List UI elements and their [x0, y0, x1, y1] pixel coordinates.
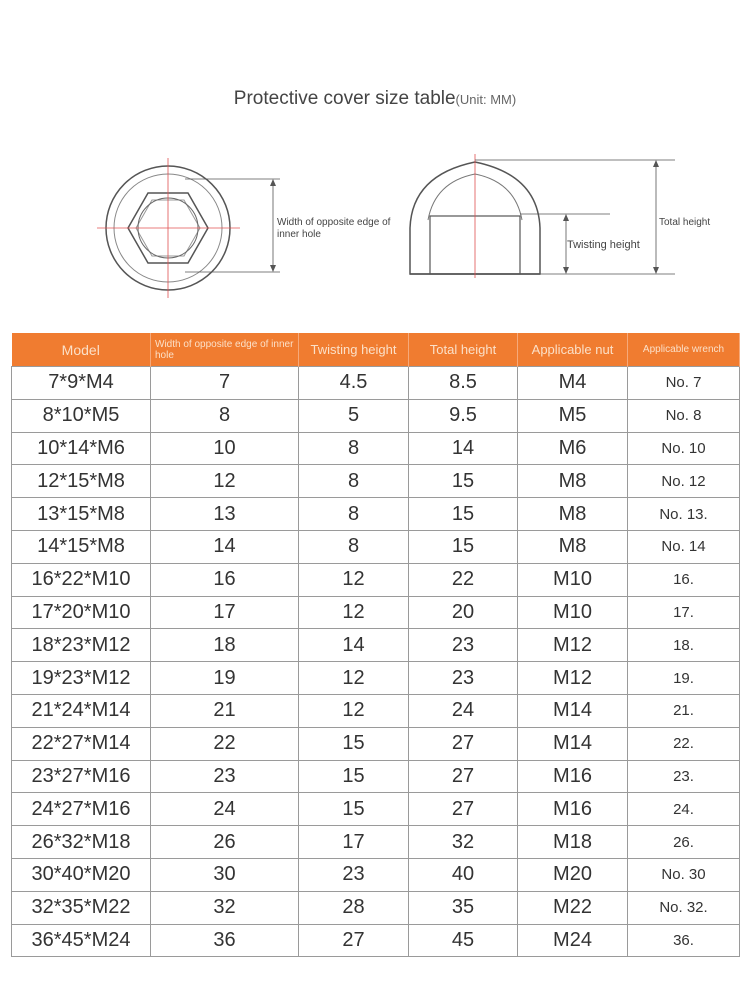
header-wrench: Applicable wrench: [628, 333, 740, 367]
cell-twisting: 8: [299, 465, 409, 498]
table-row: [12, 891, 740, 924]
cell-total: 27: [409, 793, 518, 826]
title-main: Protective cover size table: [233, 88, 456, 109]
cell-wrench: No. 32.: [628, 891, 740, 924]
cell-wrench: 23.: [628, 760, 740, 793]
cell-twisting: 15: [299, 760, 409, 793]
cell-width: 26: [151, 826, 299, 859]
cell-twisting: 28: [299, 891, 409, 924]
cell-nut: M22: [518, 891, 628, 924]
cell-width: 30: [151, 858, 299, 891]
cell-model: 8*10*M5: [12, 399, 151, 432]
cell-wrench: 16.: [628, 563, 740, 596]
table-row: [12, 563, 740, 596]
cell-twisting: 23: [299, 858, 409, 891]
cell-nut: M5: [518, 399, 628, 432]
cell-model: 7*9*M4: [12, 367, 151, 400]
cell-wrench: 19.: [628, 662, 740, 695]
cell-model: 32*35*M22: [12, 891, 151, 924]
cell-wrench: No. 12: [628, 465, 740, 498]
table-row: [12, 432, 740, 465]
cell-width: 14: [151, 530, 299, 563]
cell-model: 13*15*M8: [12, 498, 151, 531]
cell-nut: M18: [518, 826, 628, 859]
cell-total: 24: [409, 694, 518, 727]
cell-model: 18*23*M12: [12, 629, 151, 662]
table-row: [12, 826, 740, 859]
cell-wrench: 26.: [628, 826, 740, 859]
cell-wrench: No. 7: [628, 367, 740, 400]
header-nut: Applicable nut: [518, 333, 628, 367]
cell-wrench: No. 14: [628, 530, 740, 563]
cell-width: 10: [151, 432, 299, 465]
cell-width: 19: [151, 662, 299, 695]
header-width: Width of opposite edge of inner hole: [151, 333, 299, 367]
inner-hole-label: Width of opposite edge of inner hole: [277, 217, 391, 240]
cell-model: 14*15*M8: [12, 530, 151, 563]
header-model: Model: [12, 333, 151, 367]
cell-twisting: 8: [299, 530, 409, 563]
table-row: [12, 760, 740, 793]
cell-model: 19*23*M12: [12, 662, 151, 695]
cell-nut: M8: [518, 465, 628, 498]
table-row: [12, 629, 740, 662]
cell-model: 30*40*M20: [12, 858, 151, 891]
cell-wrench: 17.: [628, 596, 740, 629]
cell-width: 21: [151, 694, 299, 727]
cell-width: 12: [151, 465, 299, 498]
cell-total: 23: [409, 629, 518, 662]
cell-model: 26*32*M18: [12, 826, 151, 859]
header-total: Total height: [409, 333, 518, 367]
cell-model: 36*45*M24: [12, 924, 151, 957]
table-row: [12, 498, 740, 531]
cell-wrench: No. 30: [628, 858, 740, 891]
cell-wrench: 18.: [628, 629, 740, 662]
cell-twisting: 4.5: [299, 367, 409, 400]
cell-twisting: 8: [299, 432, 409, 465]
cell-width: 36: [151, 924, 299, 957]
cell-twisting: 12: [299, 662, 409, 695]
cell-total: 9.5: [409, 399, 518, 432]
cell-nut: M16: [518, 793, 628, 826]
title-unit: (Unit: MM): [455, 92, 517, 107]
cell-total: 27: [409, 727, 518, 760]
cell-width: 32: [151, 891, 299, 924]
cell-twisting: 15: [299, 793, 409, 826]
cell-model: 21*24*M14: [12, 694, 151, 727]
cell-wrench: 22.: [628, 727, 740, 760]
cell-width: 8: [151, 399, 299, 432]
cell-total: 15: [409, 530, 518, 563]
table-row: [12, 596, 740, 629]
cell-wrench: 21.: [628, 694, 740, 727]
cell-twisting: 5: [299, 399, 409, 432]
cell-total: 35: [409, 891, 518, 924]
total-height-label: Total height: [659, 217, 711, 228]
cell-nut: M14: [518, 694, 628, 727]
cell-width: 22: [151, 727, 299, 760]
page-title: [0, 88, 750, 110]
table-row: [12, 399, 740, 432]
cap-top-view-diagram: [95, 148, 295, 308]
cell-total: 20: [409, 596, 518, 629]
cell-total: 14: [409, 432, 518, 465]
cell-twisting: 27: [299, 924, 409, 957]
cell-nut: M12: [518, 662, 628, 695]
cell-nut: M8: [518, 498, 628, 531]
cap-side-section-diagram: [400, 150, 680, 280]
cell-total: 15: [409, 498, 518, 531]
cell-total: 8.5: [409, 367, 518, 400]
cell-width: 16: [151, 563, 299, 596]
table-row: [12, 530, 740, 563]
cell-twisting: 17: [299, 826, 409, 859]
table-row: [12, 694, 740, 727]
cell-nut: M10: [518, 563, 628, 596]
table-row: [12, 367, 740, 400]
cell-twisting: 8: [299, 498, 409, 531]
table-row: [12, 793, 740, 826]
cell-nut: M10: [518, 596, 628, 629]
cell-model: 16*22*M10: [12, 563, 151, 596]
cell-total: 32: [409, 826, 518, 859]
size-table-header: [12, 333, 740, 367]
cell-wrench: No. 13.: [628, 498, 740, 531]
cell-total: 22: [409, 563, 518, 596]
cell-wrench: No. 8: [628, 399, 740, 432]
twisting-height-label: Twisting height: [567, 239, 640, 251]
cell-width: 23: [151, 760, 299, 793]
cell-wrench: 36.: [628, 924, 740, 957]
cell-twisting: 12: [299, 563, 409, 596]
cell-total: 40: [409, 858, 518, 891]
cell-width: 24: [151, 793, 299, 826]
cell-nut: M14: [518, 727, 628, 760]
cell-twisting: 12: [299, 596, 409, 629]
cell-total: 27: [409, 760, 518, 793]
header-twisting: Twisting height: [299, 333, 409, 367]
cell-wrench: 24.: [628, 793, 740, 826]
table-row: [12, 727, 740, 760]
cell-width: 18: [151, 629, 299, 662]
cell-twisting: 15: [299, 727, 409, 760]
cell-nut: M16: [518, 760, 628, 793]
cell-width: 13: [151, 498, 299, 531]
table-row: [12, 858, 740, 891]
cell-nut: M6: [518, 432, 628, 465]
cell-nut: M8: [518, 530, 628, 563]
cell-twisting: 14: [299, 629, 409, 662]
cell-total: 15: [409, 465, 518, 498]
cell-model: 17*20*M10: [12, 596, 151, 629]
cell-model: 10*14*M6: [12, 432, 151, 465]
cell-total: 45: [409, 924, 518, 957]
cell-model: 12*15*M8: [12, 465, 151, 498]
cell-model: 22*27*M14: [12, 727, 151, 760]
cell-width: 17: [151, 596, 299, 629]
cell-model: 23*27*M16: [12, 760, 151, 793]
cell-total: 23: [409, 662, 518, 695]
cell-model: 24*27*M16: [12, 793, 151, 826]
cell-nut: M24: [518, 924, 628, 957]
table-row: [12, 662, 740, 695]
cell-nut: M20: [518, 858, 628, 891]
table-row: [12, 465, 740, 498]
cell-nut: M12: [518, 629, 628, 662]
cell-wrench: No. 10: [628, 432, 740, 465]
size-table: [11, 333, 740, 957]
cell-nut: M4: [518, 367, 628, 400]
table-row: [12, 924, 740, 957]
cell-width: 7: [151, 367, 299, 400]
cell-twisting: 12: [299, 694, 409, 727]
